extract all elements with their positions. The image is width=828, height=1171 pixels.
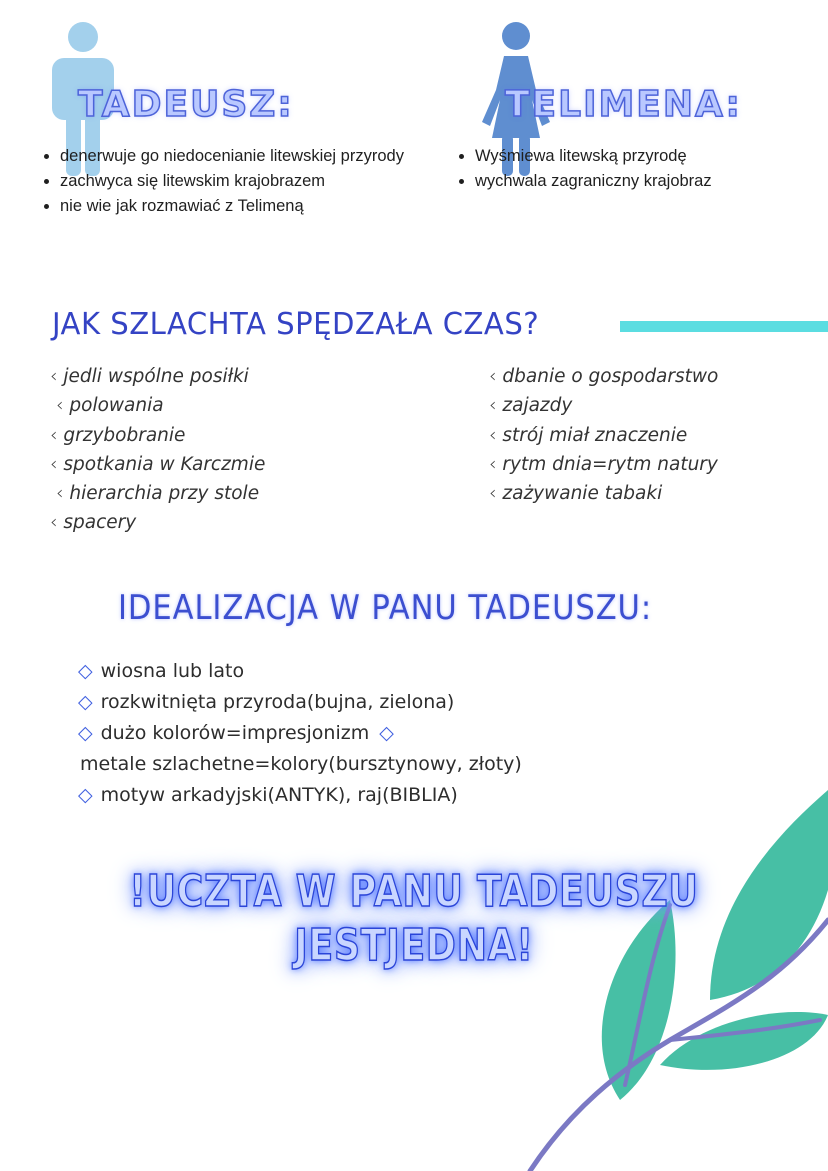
szlachta-heading: JAK SZLACHTA SPĘDZAŁA CZAS? [52, 307, 540, 342]
telimena-title: TELIMENA: [505, 84, 742, 125]
chevron-left-icon: ‹ [56, 395, 64, 417]
leaf-branch-icon [510, 780, 828, 1171]
list-item: ‹ spotkania w Karczmie [50, 453, 266, 475]
list-item: • zachwyca się litewskim krajobrazem [60, 169, 420, 194]
list-item: ‹ spacery [50, 512, 137, 534]
uczta-line-2: JESTJEDNA! [294, 920, 534, 971]
list-item: ‹ zajazdy [489, 395, 573, 417]
chevron-left-icon: ‹ [56, 483, 64, 505]
szlachta-left-list [50, 362, 265, 538]
list-item: • wychwala zagraniczny krajobraz [475, 169, 815, 194]
list-item: ‹ strój miał znaczenie [489, 424, 688, 446]
accent-divider [620, 321, 828, 332]
diamond-icon: ◇ [78, 722, 93, 744]
list-item: ‹ jedli wspólne posiłki [50, 366, 249, 387]
chevron-left-icon: ‹ [50, 366, 58, 387]
idealizacja-heading: IDEALIZACJA W PANU TADEUSZU: [118, 588, 653, 628]
tadeusz-points [40, 144, 420, 219]
diamond-icon: ◇ [78, 784, 93, 806]
diamond-icon: ◇ [78, 660, 93, 682]
list-item: ◇ wiosna lub lato [78, 660, 245, 682]
list-item: ‹ polowania [56, 395, 164, 417]
diamond-icon: ◇ [78, 691, 93, 713]
chevron-left-icon: ‹ [489, 366, 497, 387]
list-item: ‹ hierarchia przy stole [56, 483, 260, 505]
list-item: ◇ motyw arkadyjski(ANTYK), raj(BIBLIA) [78, 784, 458, 806]
list-item: • nie wie jak rozmawiać z Telimeną [60, 194, 420, 219]
chevron-left-icon: ‹ [50, 424, 58, 446]
list-item: ◇ dużo kolorów=impresjonizm ◇ [78, 722, 394, 744]
szlachta-right-list [489, 362, 718, 508]
diamond-icon: ◇ [379, 722, 394, 744]
list-item: • Wyśmiewa litewską przyrodę [475, 144, 815, 169]
list-item: ◇ rozkwitnięta przyroda(bujna, zielona) [78, 691, 455, 713]
chevron-left-icon: ‹ [489, 453, 497, 475]
list-item: ‹ dbanie o gospodarstwo [489, 366, 719, 387]
chevron-left-icon: ‹ [50, 512, 58, 534]
chevron-left-icon: ‹ [489, 424, 497, 446]
list-item: ‹ zażywanie tabaki [489, 483, 663, 505]
chevron-left-icon: ‹ [489, 395, 497, 417]
telimena-points [455, 144, 815, 194]
list-item: • denerwuje go niedocenianie litewskiej przyrody [60, 144, 420, 169]
idealizacja-list [78, 656, 522, 811]
list-item: ‹ grzybobranie [50, 424, 186, 446]
chevron-left-icon: ‹ [50, 453, 58, 475]
uczta-line-1: !UCZTA W PANU TADEUSZU [129, 866, 699, 917]
tadeusz-title: TADEUSZ: [78, 84, 294, 125]
chevron-left-icon: ‹ [489, 483, 497, 505]
list-item: metale szlachetne=kolory(bursztynowy, złoty) [80, 753, 522, 775]
list-item: ‹ rytm dnia=rytm natury [489, 453, 718, 475]
